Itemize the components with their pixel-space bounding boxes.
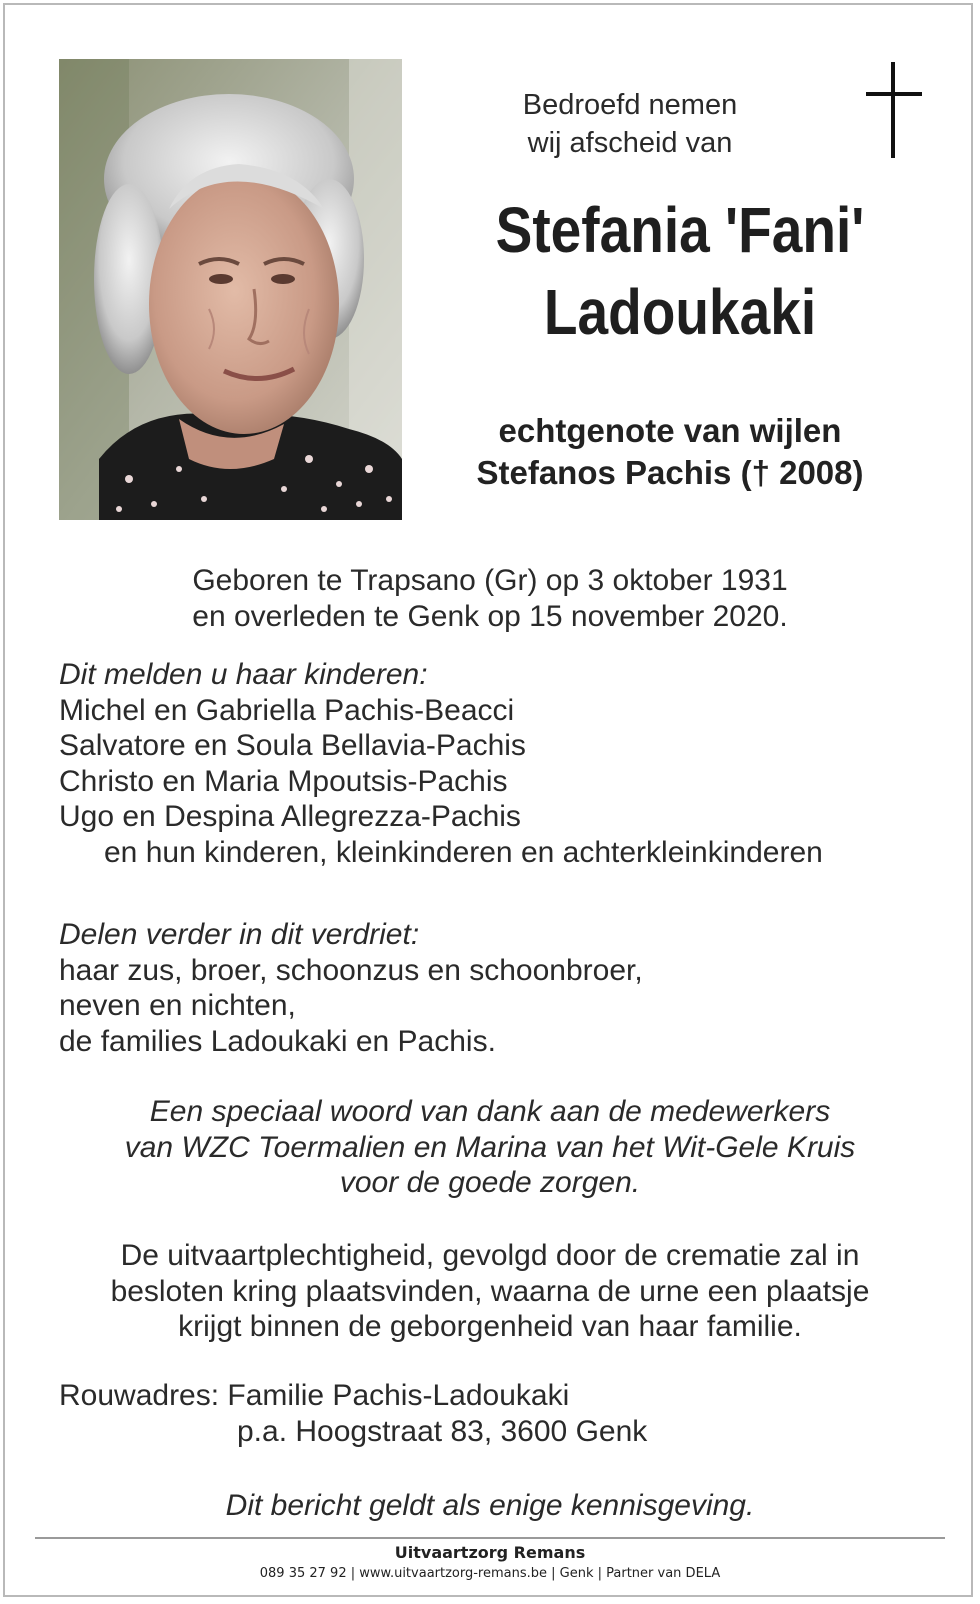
list-item: Christo en Maria Mpoutsis-Pachis bbox=[59, 764, 508, 798]
list-item: haar zus, broer, schoonzus en schoonbroer, bbox=[59, 953, 643, 987]
address-line: Rouwadres: Familie Pachis-Ladoukaki bbox=[59, 1379, 570, 1412]
notice-text bbox=[60, 1488, 920, 1524]
deceased-name-line: Stefania 'Fani' bbox=[495, 194, 865, 266]
ceremony-line: De uitvaartplechtigheid, gevolgd door de crematie zal in bbox=[120, 1239, 860, 1272]
intro-line: Bedroefd nemen bbox=[522, 89, 738, 121]
address-line: p.a. Hoogstraat 83, 3600 Genk bbox=[237, 1414, 648, 1448]
spouse-line: Stefanos Pachis († 2008) bbox=[476, 454, 864, 491]
intro-line: wij afscheid van bbox=[527, 127, 733, 159]
footer-divider bbox=[35, 1537, 945, 1539]
funeral-home-name: Uitvaartzorg Remans bbox=[394, 1543, 586, 1562]
mourning-address bbox=[59, 1378, 939, 1449]
deceased-name-line: Ladoukaki bbox=[543, 276, 817, 348]
list-item: Michel en Gabriella Pachis-Beacci bbox=[59, 693, 515, 727]
death-line: en overleden te Genk op 15 november 2020. bbox=[192, 599, 788, 633]
cross-icon bbox=[866, 62, 922, 158]
descendants-line: en hun kinderen, kleinkinderen en achterkleinkinderen bbox=[104, 835, 823, 869]
thanks-line: voor de goede zorgen. bbox=[339, 1166, 641, 1199]
ceremony-text bbox=[60, 1238, 920, 1345]
children-section bbox=[59, 657, 939, 870]
deceased-name bbox=[465, 189, 895, 353]
birth-line: Geboren te Trapsano (Gr) op 3 oktober 1931 bbox=[192, 564, 788, 597]
list-item: Ugo en Despina Allegrezza-Pachis bbox=[59, 800, 521, 833]
funeral-home-contact: 089 35 27 92 | www.uitvaartzorg-remans.be | Genk | Partner van DELA bbox=[259, 1566, 721, 1581]
notice-line: Dit bericht geldt als enige kennisgeving. bbox=[225, 1489, 755, 1522]
children-heading: Dit melden u haar kinderen: bbox=[59, 658, 428, 691]
list-item: Salvatore en Soula Bellavia-Pachis bbox=[59, 729, 526, 762]
birth-death-text bbox=[60, 563, 920, 634]
relatives-section bbox=[59, 917, 939, 1059]
portrait-photo bbox=[59, 59, 402, 520]
ceremony-line: krijgt binnen de geborgenheid van haar familie. bbox=[178, 1310, 802, 1343]
list-item: neven en nichten, bbox=[59, 989, 296, 1022]
ceremony-line: besloten kring plaatsvinden, waarna de urne een plaatsje bbox=[110, 1274, 870, 1308]
relatives-heading: Delen verder in dit verdriet: bbox=[59, 918, 420, 951]
list-item: de families Ladoukaki en Pachis. bbox=[59, 1024, 496, 1058]
intro-text bbox=[450, 86, 810, 162]
thanks-line: Een speciaal woord van dank aan de medewerkers bbox=[149, 1095, 831, 1128]
spouse-line: echtgenote van wijlen bbox=[498, 412, 842, 449]
spouse-text bbox=[430, 410, 910, 494]
thanks-line: van WZC Toermalien en Marina van het Wit-Gele Kruis bbox=[124, 1130, 856, 1164]
thanks-text bbox=[60, 1094, 920, 1201]
